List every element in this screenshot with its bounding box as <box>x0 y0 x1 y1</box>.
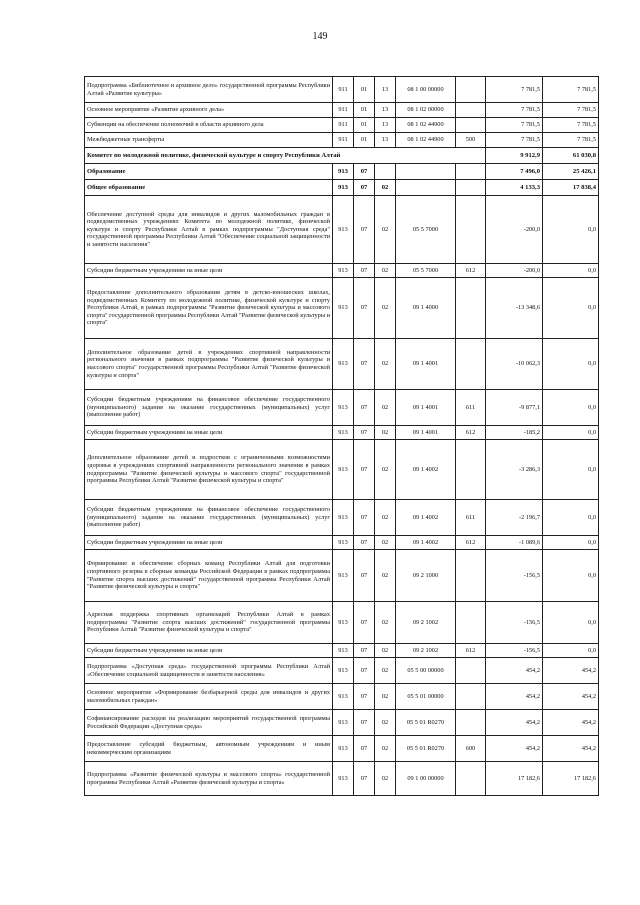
section-code-cell: 07 <box>354 536 375 550</box>
table-row <box>85 103 599 118</box>
target-article-cell: 05 5 7000 <box>396 196 456 264</box>
amount-cell-1: -200,0 <box>486 196 543 264</box>
section-code-cell: 07 <box>354 710 375 736</box>
section-code-cell: 07 <box>354 684 375 710</box>
section-code-cell: 01 <box>354 103 375 118</box>
expense-type-cell: 612 <box>456 264 486 278</box>
admin-code-cell: 913 <box>333 500 354 536</box>
admin-code-cell: 913 <box>333 264 354 278</box>
admin-code-cell: 913 <box>333 550 354 602</box>
row-name-cell: Основное мероприятие «Развитие архивного дела» <box>85 103 333 118</box>
subsection-code-cell: 02 <box>375 278 396 339</box>
section-code-cell: 07 <box>354 602 375 644</box>
expense-type-cell <box>456 180 486 196</box>
table-row <box>85 426 599 440</box>
amount-cell-1: 7 781,5 <box>486 118 543 133</box>
section-code-cell: 07 <box>354 196 375 264</box>
target-article-cell <box>396 164 456 180</box>
row-name-cell: Субсидии бюджетным учреждениям на иные цели <box>85 426 333 440</box>
admin-code-cell: 913 <box>333 196 354 264</box>
target-article-cell: 08 1 02 44900 <box>396 133 456 148</box>
target-article-cell <box>396 180 456 196</box>
subsection-code-cell: 02 <box>375 264 396 278</box>
table-row <box>85 736 599 762</box>
amount-cell-2: 454,2 <box>543 658 599 684</box>
amount-cell-2: 7 781,5 <box>543 133 599 148</box>
amount-cell-1: -156,5 <box>486 644 543 658</box>
admin-code-cell: 913 <box>333 684 354 710</box>
table-row <box>85 710 599 736</box>
table-row <box>85 602 599 644</box>
target-article-cell: 09 1 4000 <box>396 278 456 339</box>
target-article-cell: 09 1 4002 <box>396 500 456 536</box>
subsection-code-cell: 13 <box>375 118 396 133</box>
subsection-code-cell: 02 <box>375 196 396 264</box>
expense-type-cell <box>456 440 486 500</box>
amount-cell-2: 0,0 <box>543 339 599 390</box>
table-row <box>85 658 599 684</box>
subsection-code-cell: 02 <box>375 390 396 426</box>
subsection-code-cell: 13 <box>375 103 396 118</box>
target-article-cell: 05 5 00 00000 <box>396 658 456 684</box>
target-article-cell: 08 1 02 44900 <box>396 118 456 133</box>
row-name-cell: Обеспечение доступной среды для инвалидов и других маломобильных граждан в подведомственных учреждениях Комитета по молодежной политике, физической культуре и спорту Республики Алтай в рамках подпрограммы "Доступная среда" государственной программы Республики Алтай "Обеспечение социальной защищенности и занятости населения" <box>85 196 333 264</box>
table-row <box>85 180 599 196</box>
table-row <box>85 164 599 180</box>
amount-cell-1: 4 133,3 <box>486 180 543 196</box>
admin-code-cell: 913 <box>333 658 354 684</box>
target-article-cell: 09 2 1002 <box>396 644 456 658</box>
amount-cell-1: 7 781,5 <box>486 77 543 103</box>
table-row <box>85 196 599 264</box>
amount-cell-2: 0,0 <box>543 602 599 644</box>
expense-type-cell <box>456 658 486 684</box>
amount-cell-2: 0,0 <box>543 264 599 278</box>
table-row <box>85 339 599 390</box>
amount-cell-2: 0,0 <box>543 196 599 264</box>
section-code-cell: 07 <box>354 339 375 390</box>
expense-type-cell <box>456 77 486 103</box>
section-code-cell: 07 <box>354 644 375 658</box>
admin-code-cell: 913 <box>333 164 354 180</box>
row-name-cell: Субсидии бюджетным учреждениям на иные цели <box>85 536 333 550</box>
section-code-cell: 07 <box>354 658 375 684</box>
amount-cell-1: 454,2 <box>486 684 543 710</box>
row-name-cell: Подпрограмма «Доступная среда» государственной программы Республики Алтай «Обеспечение социальной защищенности и занятости населения» <box>85 658 333 684</box>
section-code-cell: 07 <box>354 550 375 602</box>
row-name-cell: Предоставление субсидий бюджетным, автономным учреждениям и иным некоммерческим организациям <box>85 736 333 762</box>
amount-cell-2: 0,0 <box>543 644 599 658</box>
target-article-cell: 09 1 4002 <box>396 536 456 550</box>
target-article-cell: 05 5 01 R0270 <box>396 710 456 736</box>
subsection-code-cell: 02 <box>375 710 396 736</box>
row-name-cell: Образование <box>85 164 333 180</box>
table-row <box>85 762 599 796</box>
table-row <box>85 133 599 148</box>
amount-cell-1: -185,2 <box>486 426 543 440</box>
section-code-cell: 07 <box>354 390 375 426</box>
target-article-cell: 08 1 02 00000 <box>396 103 456 118</box>
expense-type-cell <box>456 103 486 118</box>
amount-cell-2: 454,2 <box>543 736 599 762</box>
amount-cell-1: -156,5 <box>486 550 543 602</box>
table-row <box>85 644 599 658</box>
target-article-cell: 08 1 00 00000 <box>396 77 456 103</box>
admin-code-cell: 913 <box>333 339 354 390</box>
amount-cell-2: 7 781,5 <box>543 103 599 118</box>
amount-cell-1: 454,2 <box>486 658 543 684</box>
expense-type-cell <box>456 602 486 644</box>
section-code-cell: 07 <box>354 164 375 180</box>
expense-type-cell <box>456 339 486 390</box>
admin-code-cell: 911 <box>333 133 354 148</box>
row-name-cell: Субсидии бюджетным учреждениям на иные цели <box>85 264 333 278</box>
row-name-cell: Субсидии бюджетным учреждениям на иные цели <box>85 644 333 658</box>
row-name-cell: Софинансирование расходов на реализацию мероприятий государственной программы Российской Федерации «Доступная среда» <box>85 710 333 736</box>
admin-code-cell: 913 <box>333 644 354 658</box>
row-name-cell: Комитет по молодежной политике, физической культуре и спорту Республики Алтай <box>85 148 486 164</box>
expense-type-cell <box>456 710 486 736</box>
subsection-code-cell <box>375 164 396 180</box>
subsection-code-cell: 02 <box>375 339 396 390</box>
amount-cell-2: 25 426,1 <box>543 164 599 180</box>
row-name-cell: Субсидии бюджетным учреждениям на финансовое обеспечение государственного (муниципального) задания на оказание государственных (муниципальных) услуг (выполнение работ) <box>85 390 333 426</box>
amount-cell-1: -10 062,3 <box>486 339 543 390</box>
target-article-cell: 09 1 4001 <box>396 426 456 440</box>
expense-type-cell: 612 <box>456 644 486 658</box>
admin-code-cell: 913 <box>333 710 354 736</box>
amount-cell-2: 61 030,8 <box>543 148 599 164</box>
admin-code-cell: 913 <box>333 736 354 762</box>
expense-type-cell <box>456 278 486 339</box>
amount-cell-1: -2 196,7 <box>486 500 543 536</box>
expense-type-cell <box>456 550 486 602</box>
amount-cell-1: -156,5 <box>486 602 543 644</box>
target-article-cell: 09 1 4001 <box>396 390 456 426</box>
subsection-code-cell: 02 <box>375 180 396 196</box>
table-row <box>85 148 599 164</box>
amount-cell-2: 0,0 <box>543 426 599 440</box>
amount-cell-1: -13 348,6 <box>486 278 543 339</box>
expense-type-cell: 612 <box>456 536 486 550</box>
row-name-cell: Подпрограмма «Библиотечное и архивное дело» государственной программы Республики Алтай «Развитие культуры» <box>85 77 333 103</box>
row-name-cell: Дополнительное образование детей и подростков с ограниченными возможностями здоровья в учреждениях спортивной направленности регионального значения в рамках подпрограммы "Развитие физической культуры и массового спорта" государственной программы Республики Алтай "Развитие физической культуры и спорта" <box>85 440 333 500</box>
target-article-cell: 09 2 1002 <box>396 602 456 644</box>
amount-cell-1: -200,0 <box>486 264 543 278</box>
row-name-cell: Основное мероприятие «Формирование безбарьерной среды для инвалидов и других маломобильных граждан» <box>85 684 333 710</box>
admin-code-cell: 913 <box>333 602 354 644</box>
section-code-cell: 07 <box>354 762 375 796</box>
amount-cell-2: 0,0 <box>543 536 599 550</box>
budget-table <box>84 76 599 796</box>
amount-cell-2: 0,0 <box>543 440 599 500</box>
admin-code-cell: 913 <box>333 278 354 339</box>
subsection-code-cell: 02 <box>375 550 396 602</box>
section-code-cell: 07 <box>354 736 375 762</box>
table-row <box>85 536 599 550</box>
admin-code-cell: 911 <box>333 77 354 103</box>
admin-code-cell: 913 <box>333 762 354 796</box>
table-row <box>85 118 599 133</box>
amount-cell-1: 17 182,6 <box>486 762 543 796</box>
expense-type-cell: 611 <box>456 500 486 536</box>
subsection-code-cell: 13 <box>375 77 396 103</box>
table-row <box>85 278 599 339</box>
expense-type-cell: 611 <box>456 390 486 426</box>
section-code-cell: 07 <box>354 264 375 278</box>
admin-code-cell: 913 <box>333 180 354 196</box>
row-name-cell: Дополнительное образование детей в учреждениях спортивной направленности регионального значения в рамках подпрограммы "Развитие физической культуры и массового спорта" государственной программы Республики Алтай "Развитие физической культуры и спорта" <box>85 339 333 390</box>
target-article-cell: 05 5 7000 <box>396 264 456 278</box>
row-name-cell: Общее образование <box>85 180 333 196</box>
table-row <box>85 550 599 602</box>
expense-type-cell: 600 <box>456 736 486 762</box>
expense-type-cell <box>456 118 486 133</box>
subsection-code-cell: 02 <box>375 426 396 440</box>
subsection-code-cell: 02 <box>375 658 396 684</box>
subsection-code-cell: 13 <box>375 133 396 148</box>
expense-type-cell: 500 <box>456 133 486 148</box>
admin-code-cell: 913 <box>333 390 354 426</box>
row-name-cell: Субсидии бюджетным учреждениям на финансовое обеспечение государственного (муниципального) задания на оказание государственных (муниципальных) услуг (выполнение работ) <box>85 500 333 536</box>
row-name-cell: Подпрограмма «Развитие физической культуры и массового спорта» государственной программы Республики Алтай «Развитие физической культуры и спорта» <box>85 762 333 796</box>
amount-cell-1: 7 781,5 <box>486 103 543 118</box>
amount-cell-2: 0,0 <box>543 500 599 536</box>
section-code-cell: 07 <box>354 426 375 440</box>
amount-cell-2: 7 781,5 <box>543 118 599 133</box>
row-name-cell: Межбюджетные трансферты <box>85 133 333 148</box>
expense-type-cell: 612 <box>456 426 486 440</box>
amount-cell-1: -3 286,3 <box>486 440 543 500</box>
amount-cell-2: 454,2 <box>543 684 599 710</box>
amount-cell-2: 0,0 <box>543 278 599 339</box>
amount-cell-1: 7 496,0 <box>486 164 543 180</box>
amount-cell-2: 0,0 <box>543 390 599 426</box>
admin-code-cell: 913 <box>333 440 354 500</box>
table-row <box>85 77 599 103</box>
subsection-code-cell: 02 <box>375 602 396 644</box>
section-code-cell: 07 <box>354 278 375 339</box>
amount-cell-2: 17 838,4 <box>543 180 599 196</box>
amount-cell-1: -1 089,6 <box>486 536 543 550</box>
target-article-cell: 09 1 4002 <box>396 440 456 500</box>
table-row <box>85 264 599 278</box>
section-code-cell: 01 <box>354 118 375 133</box>
target-article-cell: 09 1 4001 <box>396 339 456 390</box>
expense-type-cell <box>456 164 486 180</box>
section-code-cell: 07 <box>354 440 375 500</box>
admin-code-cell: 913 <box>333 536 354 550</box>
target-article-cell: 09 1 00 00000 <box>396 762 456 796</box>
amount-cell-2: 7 781,5 <box>543 77 599 103</box>
amount-cell-1: 454,2 <box>486 736 543 762</box>
admin-code-cell: 913 <box>333 426 354 440</box>
expense-type-cell <box>456 684 486 710</box>
subsection-code-cell: 02 <box>375 736 396 762</box>
row-name-cell: Формирование и обеспечение сборных команд Республики Алтай для подготовки спортивного резерва в сборные команды Российской Федерации в рамках подпрограммы "Развитие спорта высших достижений" государственной программы Республики Алтай "Развитие физической культуры и спорта" <box>85 550 333 602</box>
row-name-cell: Адресная поддержка спортивных организаций Республики Алтай в рамках подпрограммы "Развитие спорта высших достижений" государственной программы Республики Алтай "Развитие физической культуры и спорта" <box>85 602 333 644</box>
target-article-cell: 09 2 1000 <box>396 550 456 602</box>
section-code-cell: 01 <box>354 77 375 103</box>
admin-code-cell: 911 <box>333 103 354 118</box>
table-row <box>85 440 599 500</box>
amount-cell-2: 0,0 <box>543 550 599 602</box>
amount-cell-1: 9 912,9 <box>486 148 543 164</box>
subsection-code-cell: 02 <box>375 684 396 710</box>
subsection-code-cell: 02 <box>375 500 396 536</box>
admin-code-cell: 911 <box>333 118 354 133</box>
row-name-cell: Предоставление дополнительного образования детям в детско-юношеских школах, подведомственных Комитету по молодежной политике, физической культуре и спорту Республики Алтай, в рамках подпрограммы "Развитие физической культуры и массового спорта" государственной программы Республики Алтай "Развитие физической культуры и спорта" <box>85 278 333 339</box>
target-article-cell: 05 5 01 00000 <box>396 684 456 710</box>
row-name-cell: Субвенции на обеспечение полномочий в области архивного дела <box>85 118 333 133</box>
table-row <box>85 684 599 710</box>
expense-type-cell <box>456 762 486 796</box>
amount-cell-2: 17 182,6 <box>543 762 599 796</box>
subsection-code-cell: 02 <box>375 644 396 658</box>
amount-cell-1: -9 877,1 <box>486 390 543 426</box>
table-row <box>85 500 599 536</box>
amount-cell-2: 454,2 <box>543 710 599 736</box>
section-code-cell: 07 <box>354 180 375 196</box>
amount-cell-1: 454,2 <box>486 710 543 736</box>
expense-type-cell <box>456 196 486 264</box>
subsection-code-cell: 02 <box>375 762 396 796</box>
section-code-cell: 01 <box>354 133 375 148</box>
amount-cell-1: 7 781,5 <box>486 133 543 148</box>
page-number: 149 <box>312 31 328 42</box>
subsection-code-cell: 02 <box>375 536 396 550</box>
target-article-cell: 05 5 01 R0270 <box>396 736 456 762</box>
table-row <box>85 390 599 426</box>
subsection-code-cell: 02 <box>375 440 396 500</box>
section-code-cell: 07 <box>354 500 375 536</box>
